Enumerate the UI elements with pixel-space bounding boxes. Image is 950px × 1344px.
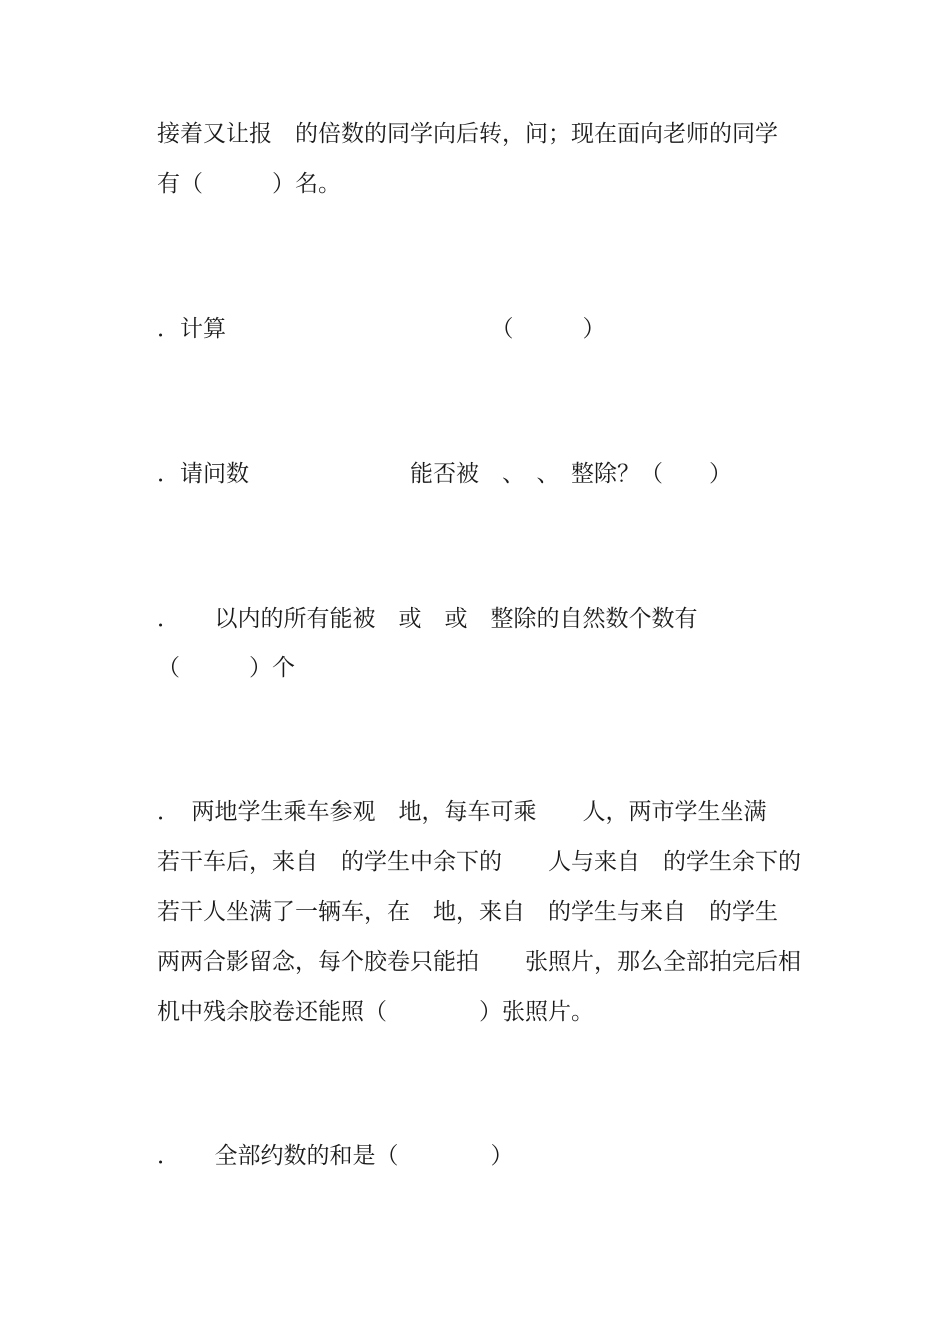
text-line: （ ）个 bbox=[157, 655, 295, 681]
text-line: ． 全部约数的和是（ ） bbox=[157, 1143, 514, 1169]
text-line: ．计算 （ ） bbox=[157, 316, 606, 342]
text-line: ． 两地学生乘车参观 地，每车可乘 人，两市学生坐满 bbox=[157, 799, 767, 825]
text-line: 有（ ）名。 bbox=[157, 171, 341, 197]
text-line: ．请问数 能否被 、 、 整除？（ ） bbox=[157, 461, 732, 487]
text-line: 接着又让报 的倍数的同学向后转，问；现在面向老师的同学 bbox=[157, 121, 778, 147]
text-line: 若干车后，来自 的学生中余下的 人与来自 的学生余下的 bbox=[157, 849, 801, 875]
text-line: 两两合影留念，每个胶卷只能拍 张照片，那么全部拍完后相 bbox=[157, 949, 801, 975]
text-line: ． 以内的所有能被 或 或 整除的自然数个数有 bbox=[157, 606, 698, 632]
text-line: 若干人坐满了一辆车，在 地，来自 的学生与来自 的学生 bbox=[157, 899, 778, 925]
text-line: 机中残余胶卷还能照（ ）张照片。 bbox=[157, 999, 594, 1025]
